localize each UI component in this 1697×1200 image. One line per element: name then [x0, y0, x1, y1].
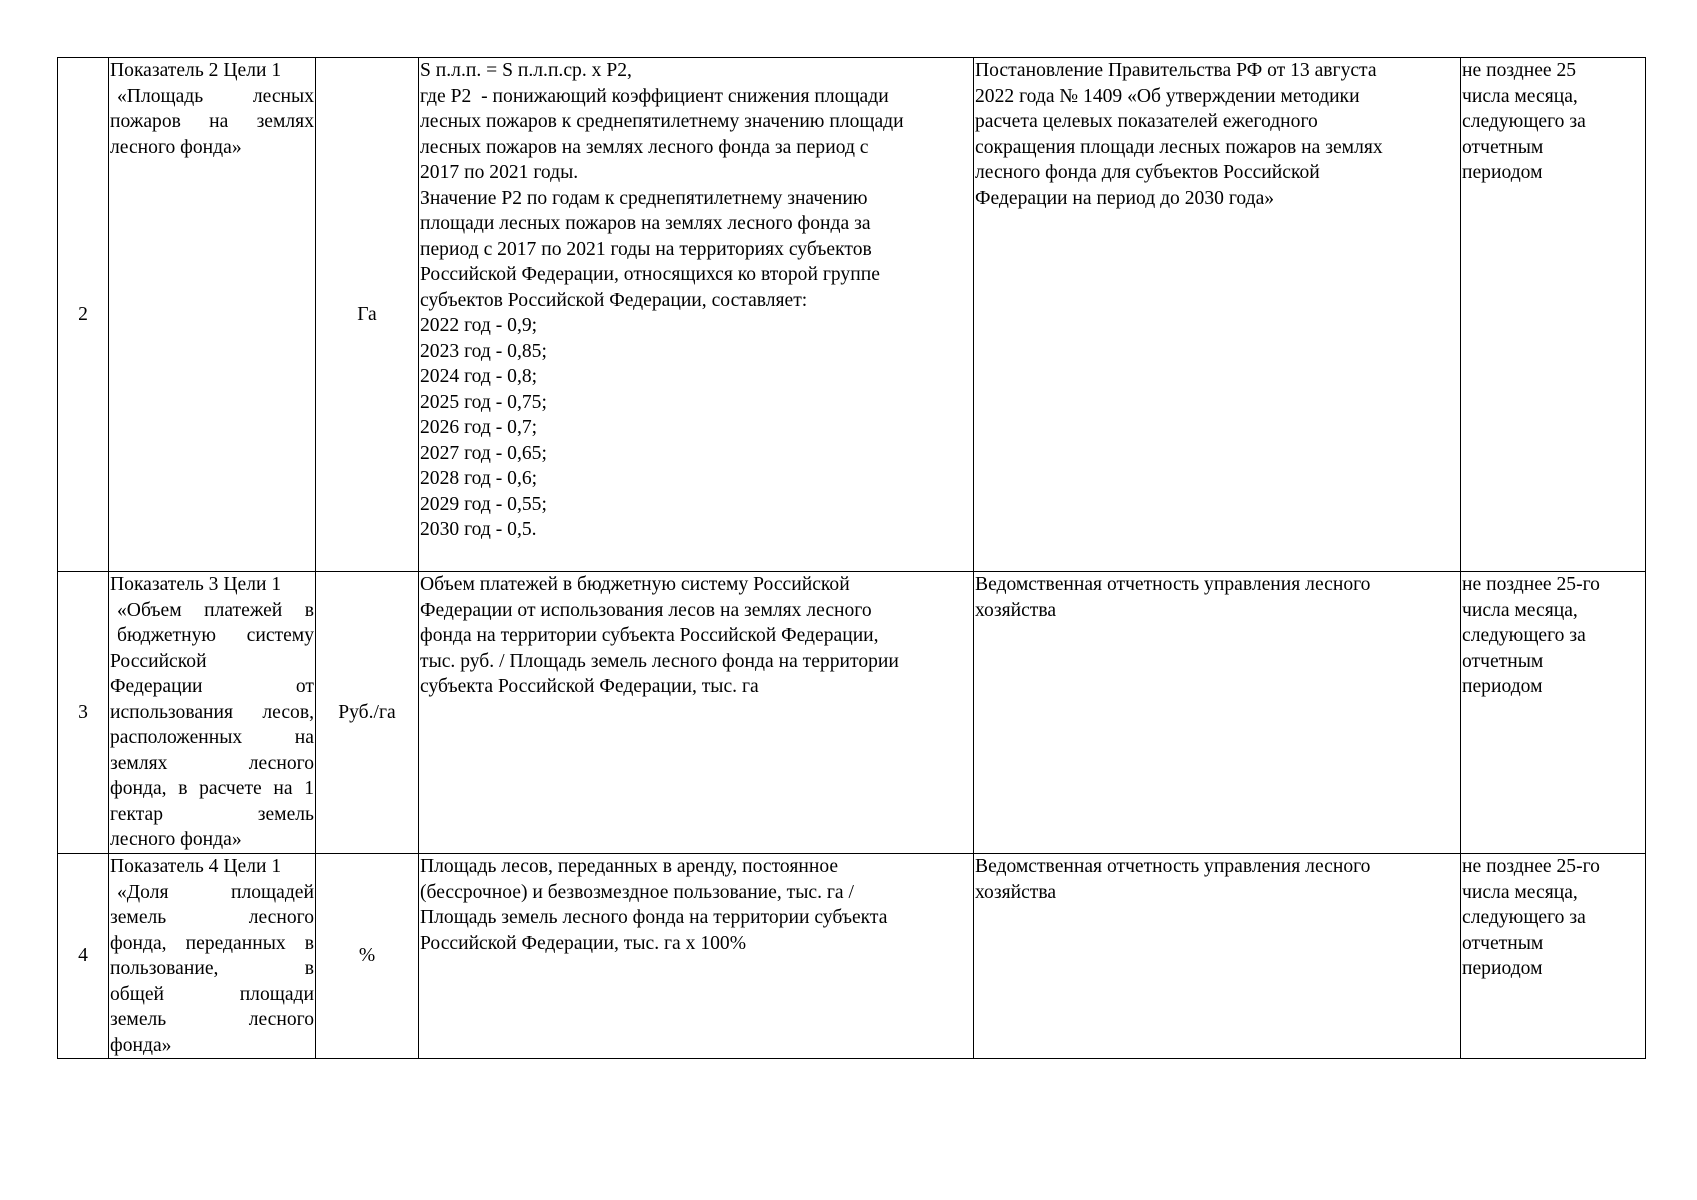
indicator-name-line: «Доля площадей [117, 881, 314, 903]
method-line: Объем платежей в бюджетную систему Российской [420, 574, 850, 595]
indicator-name-line: Показатель 2 Цели 1 [110, 60, 282, 81]
deadline-line: следующего за [1462, 625, 1586, 646]
method-line: Значение P2 по годам к среднепятилетнему значению [420, 187, 868, 209]
table-row [58, 58, 1646, 572]
source-line: хозяйства [975, 881, 1057, 903]
method-line: период с 2017 по 2021 годы на территориях субъектов [420, 238, 872, 260]
reporting-deadline [1461, 854, 1646, 1059]
indicator-name-line: гектар земель [110, 803, 314, 825]
indicator-name-line: землях лесного [110, 752, 314, 774]
indicator-name-line: Федерации от [110, 676, 314, 697]
source-line: хозяйства [975, 599, 1057, 621]
method-line: S п.л.п. = S п.л.п.ср. x P2, [420, 60, 632, 81]
deadline-line: не позднее 25 [1462, 60, 1577, 81]
deadline-line: следующего за [1462, 907, 1586, 928]
source-line: расчета целевых показателей ежегодного [975, 111, 1318, 132]
unit-of-measure: % [316, 854, 419, 1059]
source-line: 2022 года № 1409 «Об утверждении методики [975, 85, 1360, 107]
indicator-name-line: пожаров на землях [110, 111, 314, 132]
deadline-line: следующего за [1462, 111, 1586, 132]
method-line: субъектов Российской Федерации, составляет: [420, 289, 808, 311]
indicator-name-line: земель лесного [110, 907, 314, 928]
deadline-line: не позднее 25-го [1462, 856, 1600, 877]
method-line: 2017 по 2021 годы. [420, 162, 579, 183]
reporting-deadline [1461, 58, 1646, 572]
method-line: 2029 год - 0,55; [420, 493, 547, 515]
reporting-deadline [1461, 572, 1646, 854]
method-line: субъекта Российской Федерации, тыс. га [420, 676, 759, 697]
unit-of-measure: Га [316, 58, 419, 572]
indicator-name-line: фонда, в расчете на 1 [110, 778, 314, 799]
indicator-name [109, 58, 316, 572]
calculation-method [419, 58, 974, 572]
indicator-name-line: «Объем платежей в [117, 599, 314, 621]
method-line: лесных пожаров к среднепятилетнему значению площади [420, 111, 904, 132]
source-line: лесного фонда для субъектов Российской [975, 162, 1320, 183]
indicator-name-line: общей площади [110, 983, 314, 1005]
data-source [974, 854, 1461, 1059]
indicator-name-line: «Площадь лесных [117, 85, 314, 107]
indicator-name-line: расположенных на [110, 727, 314, 748]
method-line: Площадь лесов, переданных в аренду, постоянное [420, 856, 839, 877]
method-line: (бессрочное) и безвозмездное пользование, тыс. га / [420, 881, 854, 903]
method-line: фонда на территории субъекта Российской Федерации, [420, 625, 879, 646]
indicator-name [109, 854, 316, 1059]
indicator-name-line: Показатель 3 Цели 1 [110, 574, 282, 595]
indicator-name-line: использования лесов, [110, 701, 314, 723]
indicator-name-line: фонда, переданных в [110, 932, 314, 954]
source-line: Ведомственная отчетность управления лесного [975, 856, 1371, 877]
row-number: 2 [58, 58, 109, 572]
indicator-name-line: фонда» [110, 1034, 172, 1056]
row-number: 3 [58, 572, 109, 854]
method-line: где P2 - понижающий коэффициент снижения площади [420, 85, 889, 107]
indicator-name-line: лесного фонда» [110, 829, 242, 850]
indicator-name-line: Показатель 4 Цели 1 [110, 856, 282, 877]
indicator-name-line: бюджетную систему [117, 625, 314, 646]
indicator-name-line: земель лесного [110, 1009, 314, 1030]
deadline-line: не позднее 25-го [1462, 574, 1600, 595]
method-line: лесных пожаров на землях лесного фонда за период с [420, 136, 869, 158]
data-source [974, 58, 1461, 572]
deadline-line: числа месяца, [1462, 881, 1578, 903]
indicator-name [109, 572, 316, 854]
method-line: 2027 год - 0,65; [420, 442, 547, 464]
method-line: 2030 год - 0,5. [420, 519, 537, 540]
method-line: тыс. руб. / Площадь земель лесного фонда на территории [420, 650, 899, 672]
row-number: 4 [58, 854, 109, 1059]
source-line: Постановление Правительства РФ от 13 августа [975, 60, 1377, 81]
source-line: Федерации на период до 2030 года» [975, 187, 1275, 209]
method-line: Площадь земель лесного фонда на территории субъекта [420, 907, 888, 928]
source-line: сокращения площади лесных пожаров на землях [975, 136, 1383, 158]
method-line: Федерации от использования лесов на землях лесного [420, 599, 872, 621]
method-line: 2024 год - 0,8; [420, 366, 538, 387]
deadline-line: числа месяца, [1462, 599, 1578, 621]
table-row [58, 854, 1646, 1059]
method-line: 2026 год - 0,7; [420, 417, 538, 438]
unit-of-measure: Руб./га [316, 572, 419, 854]
deadline-line: периодом [1462, 958, 1543, 979]
method-line: площади лесных пожаров на землях лесного фонда за [420, 213, 871, 234]
indicator-name-line: Российской [110, 650, 207, 672]
method-line: 2023 год - 0,85; [420, 340, 547, 362]
calculation-method [419, 854, 974, 1059]
method-line: Российской Федерации, тыс. га x 100% [420, 932, 747, 954]
method-line: 2028 год - 0,6; [420, 468, 538, 489]
deadline-line: периодом [1462, 162, 1543, 183]
deadline-line: отчетным [1462, 650, 1544, 672]
method-line: 2025 год - 0,75; [420, 391, 547, 413]
deadline-line: периодом [1462, 676, 1543, 697]
indicator-name-line: лесного фонда» [110, 136, 242, 158]
method-line: Российской Федерации, относящихся ко второй группе [420, 264, 880, 285]
data-source [974, 572, 1461, 854]
deadline-line: числа месяца, [1462, 85, 1578, 107]
indicators-table [57, 57, 1646, 1059]
calculation-method [419, 572, 974, 854]
deadline-line: отчетным [1462, 136, 1544, 158]
source-line: Ведомственная отчетность управления лесного [975, 574, 1371, 595]
method-line: 2022 год - 0,9; [420, 315, 538, 336]
indicator-name-line: пользование, в [110, 958, 314, 979]
deadline-line: отчетным [1462, 932, 1544, 954]
table-row [58, 572, 1646, 854]
